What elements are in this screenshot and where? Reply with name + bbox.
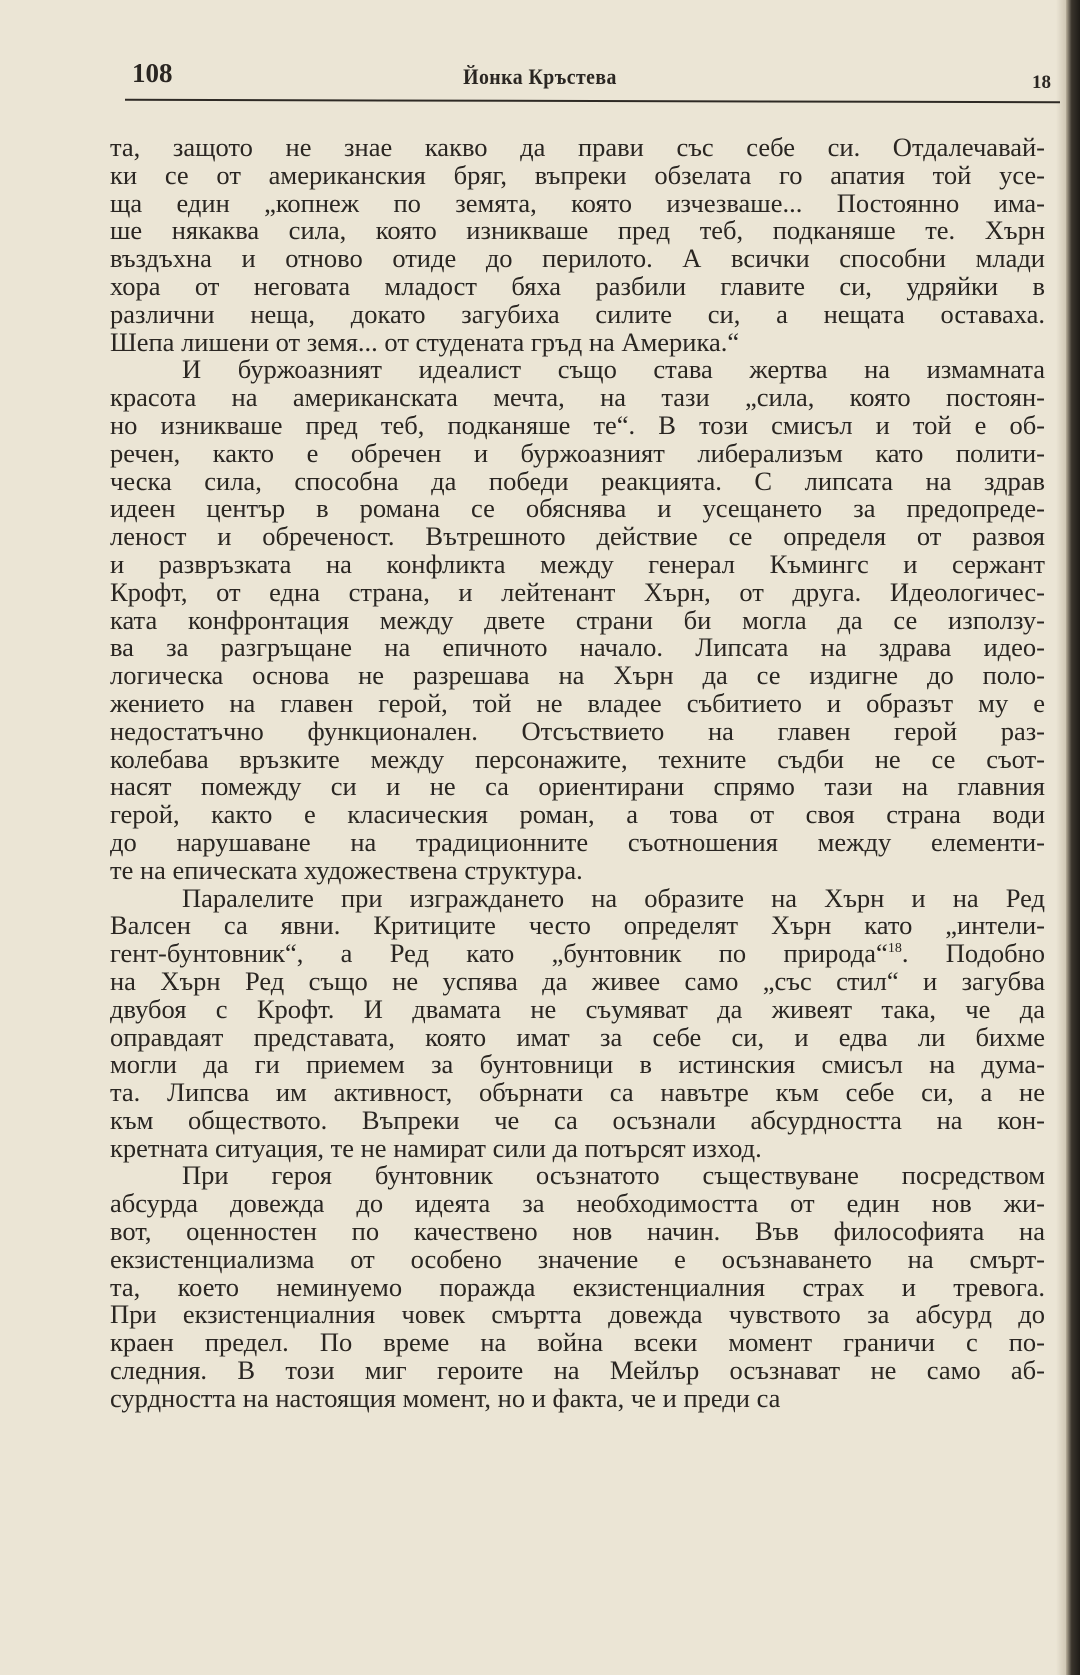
text-line: недостатъчно функционален. Отсъствието на главен герой раз- — [110, 715, 1045, 746]
page-gutter-shadow — [1056, 0, 1066, 1675]
text-line: ща един „копнеж по земята, която изчезваше... Постоянно има- — [110, 187, 1045, 218]
text-line: речен, както е обречен и буржоазният либерализъм като полити- — [110, 437, 1045, 468]
text-line: Крофт, от една страна, и лейтенант Хърн, от друга. Идеологичес- — [110, 576, 1045, 607]
body-text — [110, 134, 1045, 1413]
running-title: Йонка Кръстева — [463, 64, 617, 89]
text-line: герой, както е класическия роман, а това от своя страна води — [110, 799, 1045, 830]
text-line: различни неща, докато загубиха силите си, а нещата оставаха. — [110, 298, 1045, 329]
text-line: ческа сила, способна да победи реакцията. С липсата на здрав — [110, 465, 1045, 496]
text-line: та, защото не знае какво да прави със себе си. Отдалечавай- — [110, 132, 1045, 162]
paragraph — [110, 356, 1045, 884]
text-line: но изникваше пред теб, подканяше те“. В този смисъл и той е об- — [110, 409, 1045, 440]
paragraph — [110, 882, 1045, 1163]
text-line: леност и обреченост. Вътрешното действие се определя от развоя — [110, 521, 1045, 552]
book-spine-edge — [1066, 0, 1080, 1675]
header-rule — [125, 99, 1060, 103]
text-line: въздъхна и отново отиде до перилото. А всички способни млади — [110, 243, 1045, 274]
text-line: на Хърн Ред също не успява да живее само „със стил“ и загубва — [110, 965, 1045, 996]
paragraph — [110, 1162, 1045, 1412]
paragraph — [110, 134, 1045, 356]
text-line: При екзистенциалния човек смъртта довежда чувството за абсурд до — [110, 1299, 1045, 1330]
text-line: сурдността на настоящия момент, но и факта, че и преди са — [110, 1382, 781, 1413]
text-line: та. Липсва им активност, обърнати са навътре към себе си, а не — [110, 1077, 1045, 1108]
text-line: хора от неговата младост бяха разбили главите си, удряйки в — [110, 270, 1045, 301]
text-line: логическа основа не разрешава на Хърн да се издигне до поло- — [110, 660, 1045, 691]
text-line: Валсен са явни. Критиците често определят Хърн като „интели- — [110, 910, 1045, 941]
text-span: гент-бунтовник“, а Ред като „бунтовник по природа“ — [110, 938, 888, 969]
footnote-ref: 18 — [887, 941, 902, 957]
text-line: кретната ситуация, те не намират сили да потърсят изход. — [110, 1132, 762, 1163]
text-line: следния. В този миг героите на Мейлър осъзнават не само аб- — [110, 1355, 1045, 1386]
text-line — [110, 940, 1045, 968]
text-line: вот, оценностен по качествено нов начин. Във философията на — [110, 1216, 1045, 1247]
next-page-number-edge: 18 — [1032, 72, 1051, 93]
text-line: краен предел. По време на война всеки момент граничи с по- — [110, 1327, 1045, 1358]
text-line: идеен център в романа се обяснява и усещането за предопреде- — [110, 493, 1045, 524]
text-line: Паралелите при изграждането на образите на Хърн и на Ред — [182, 882, 1045, 913]
text-line: могли да ги приемем за бунтовници в истинския смисъл на дума- — [110, 1049, 1045, 1080]
text-line: те на епическата художествена структура. — [110, 854, 583, 885]
text-line: колебава връзките между персонажите, техните съдби не се съот- — [110, 743, 1045, 774]
text-line: насят помежду си и не са ориентирани спрямо тази на главния — [110, 771, 1045, 802]
text-line: При героя бунтовник осъзнатото съществуване посредством — [182, 1160, 1045, 1191]
text-span: . Подобно — [901, 938, 1045, 969]
text-line: екзистенциализма от особено значение е осъзнаването на смърт- — [110, 1243, 1045, 1274]
page-number: 108 — [132, 58, 173, 88]
text-line: двубоя с Крофт. И двамата не съумяват да живеят така, че да — [110, 993, 1045, 1024]
text-line: красота на американската мечта, на тази „сила, която постоян- — [110, 382, 1045, 413]
text-line: ката конфронтация между двете страни би могла да се използу- — [110, 604, 1045, 635]
text-line: та, което неминуемо поражда екзистенциалния страх и тревога. — [110, 1271, 1045, 1302]
text-line: и развръзката на конфликта между генерал Къмингс и сержант — [110, 548, 1045, 579]
text-line: Шепа лишени от земя... от студената гръд на Америка.“ — [110, 326, 740, 357]
text-line: ки се от американския бряг, въпреки обзелата го апатия той усе- — [110, 159, 1045, 190]
text-line: до нарушаване на традиционните съотношения между елементи- — [110, 826, 1045, 857]
text-line: абсурда довежда до идеята за необходимостта от един нов жи- — [110, 1188, 1045, 1219]
text-line: жението на главен герой, той не владее събитието и образът му е — [110, 687, 1045, 718]
text-line: ва за разгръщане на епичното начало. Липсата на здрава идео- — [110, 632, 1045, 663]
text-line: оправдаят представата, която имат за себе си, и едва ли бихме — [110, 1021, 1045, 1052]
text-line: ше някаква сила, която изникваше пред теб, подканяше те. Хърн — [110, 215, 1045, 246]
text-line: към обществото. Въпреки че са осъзнали абсурдността на кон- — [110, 1104, 1045, 1135]
text-line: И буржоазният идеалист също става жертва на измамната — [182, 354, 1045, 385]
